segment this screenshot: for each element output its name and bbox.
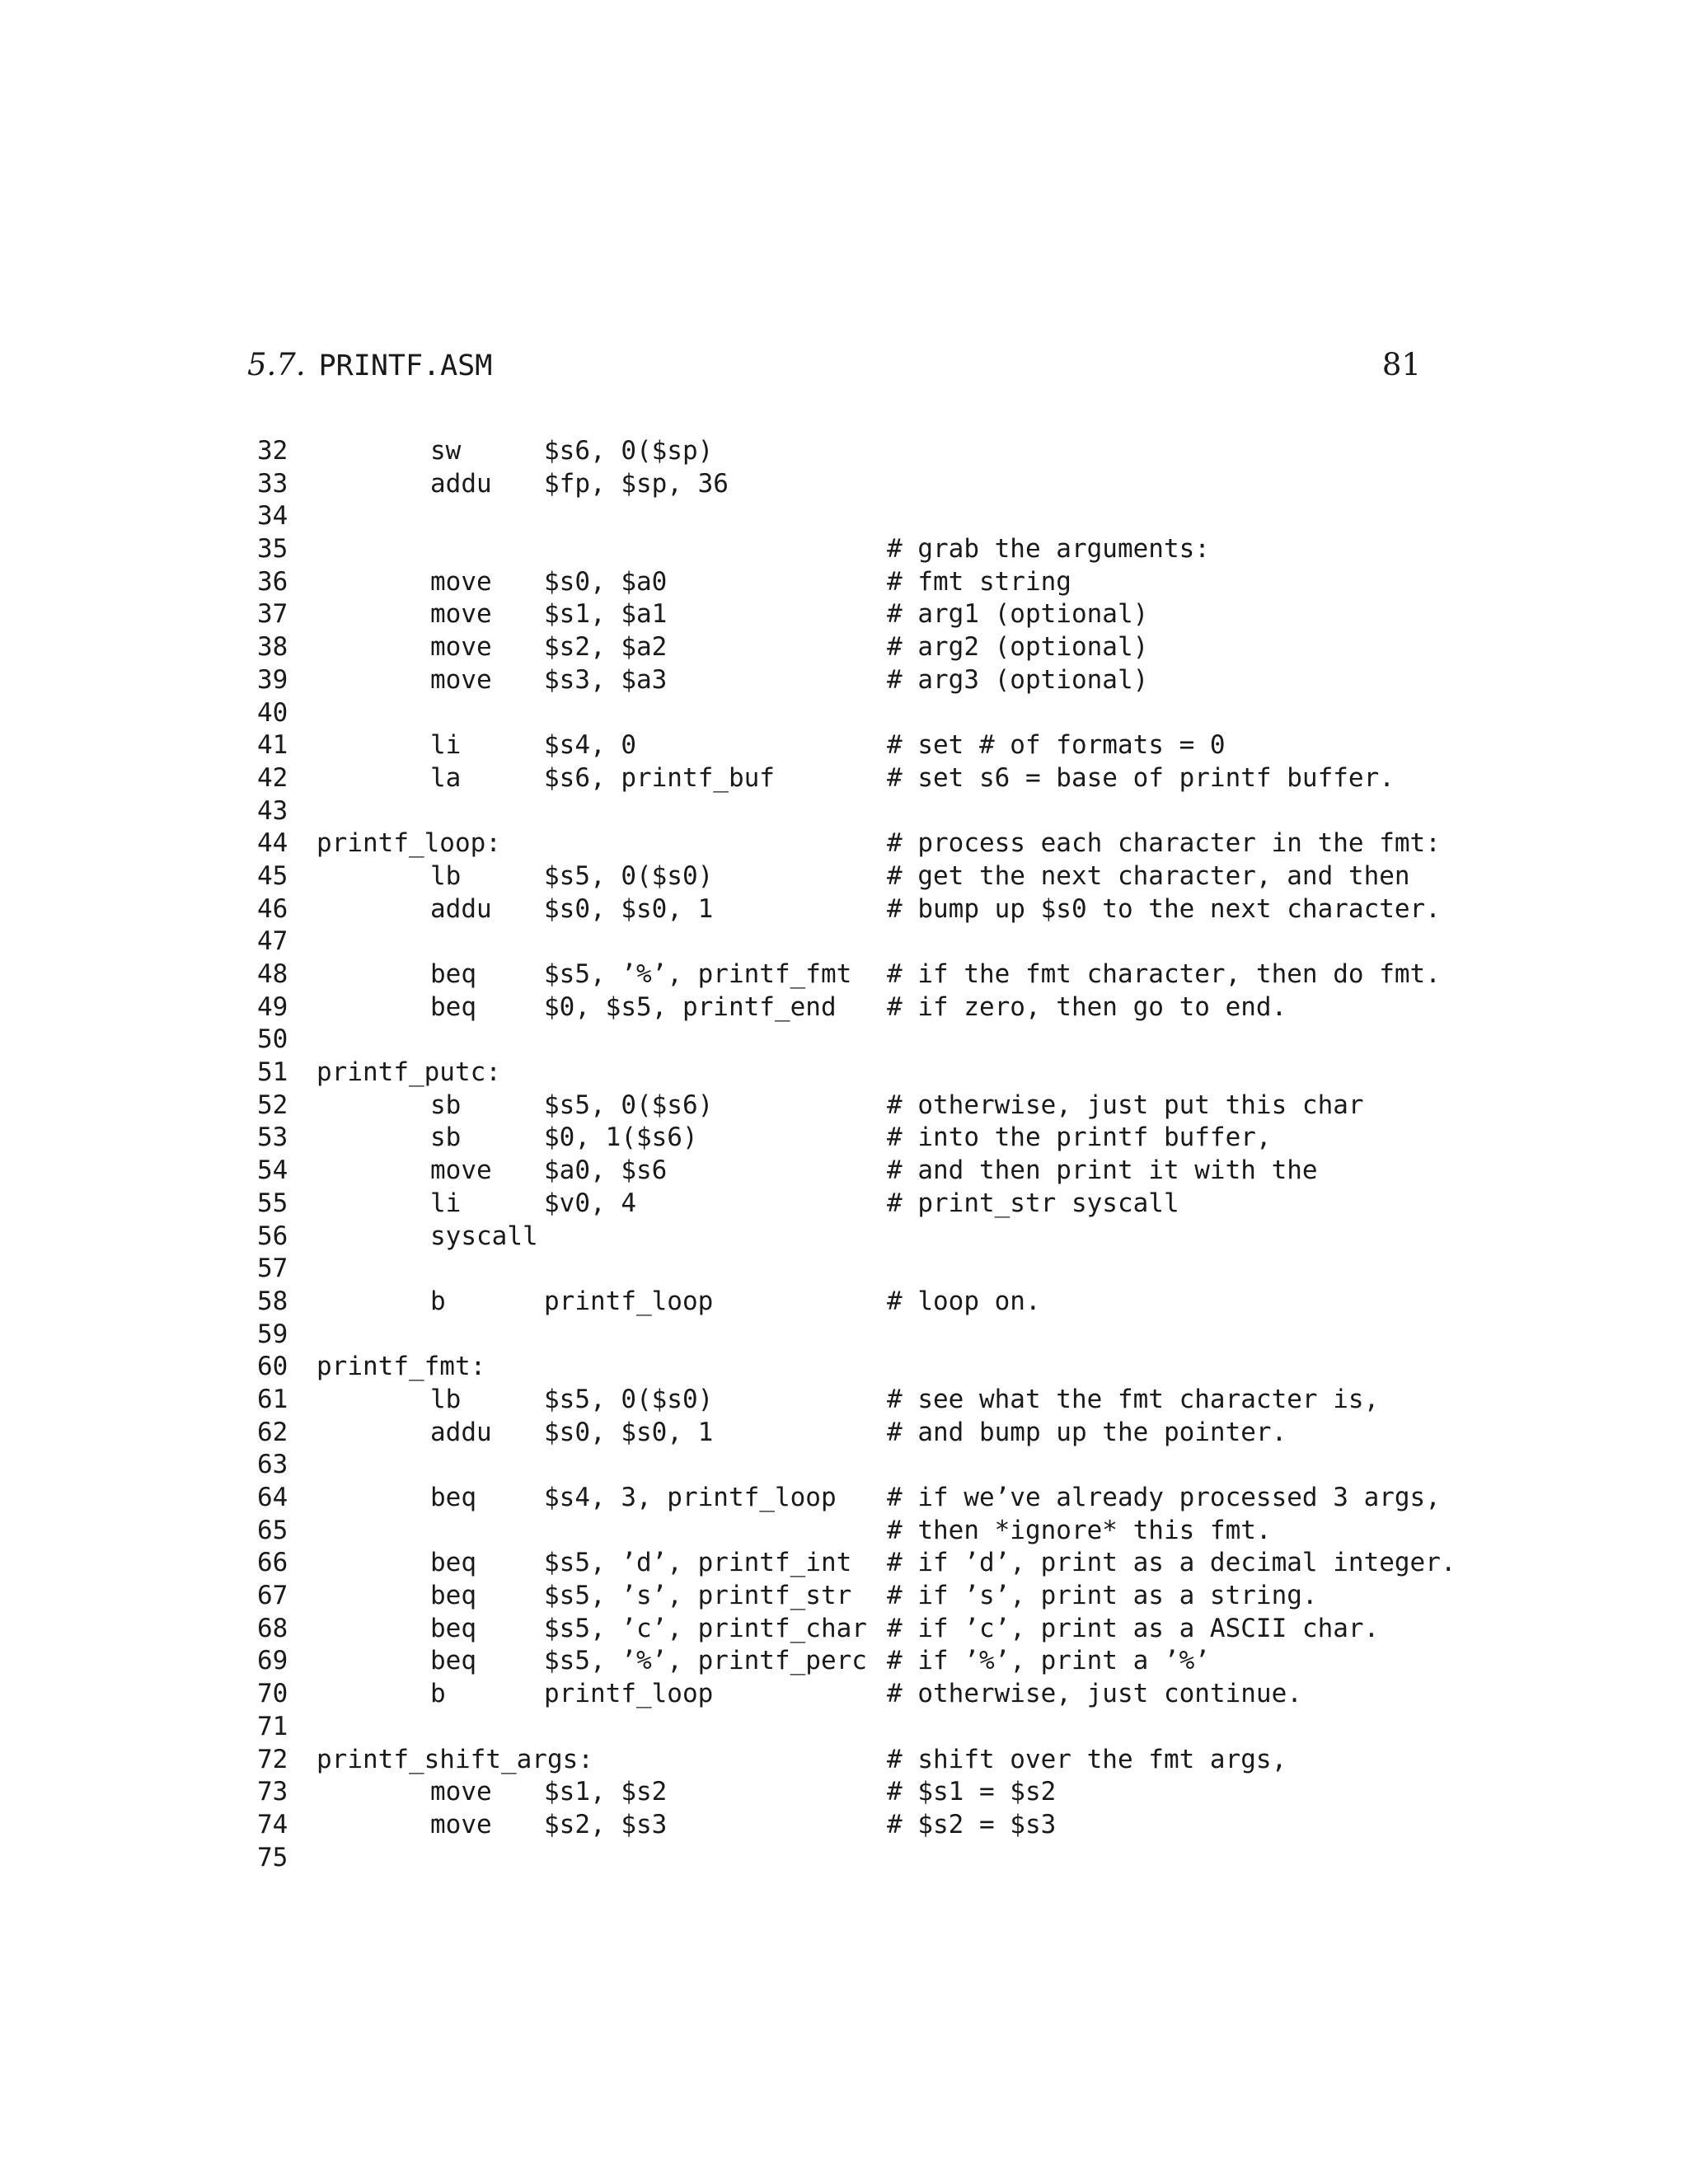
instruction-mnemonic: addu bbox=[430, 1417, 492, 1447]
instruction-operands: $s5, ’s’, printf_str bbox=[544, 1581, 852, 1611]
line-number: 68 bbox=[257, 1613, 288, 1643]
instruction-mnemonic: beq bbox=[430, 1581, 476, 1611]
code-comment: # grab the arguments: bbox=[887, 534, 1210, 565]
code-comment: # if the fmt character, then do fmt. bbox=[887, 959, 1441, 989]
code-line bbox=[247, 1645, 1434, 1678]
line-number: 62 bbox=[257, 1417, 288, 1447]
code-comment: # then *ignore* this fmt. bbox=[887, 1515, 1272, 1545]
code-label: printf_shift_args: bbox=[316, 1744, 593, 1774]
instruction-operands: $s5, ’d’, printf_int bbox=[544, 1548, 852, 1578]
instruction-mnemonic: li bbox=[430, 1188, 462, 1218]
line-number: 72 bbox=[257, 1744, 288, 1774]
code-line bbox=[247, 1482, 1441, 1515]
line-number: 57 bbox=[257, 1254, 288, 1284]
code-label: printf_loop: bbox=[316, 828, 501, 859]
code-comment: # shift over the fmt args, bbox=[887, 1744, 1287, 1774]
line-number: 75 bbox=[257, 1842, 288, 1872]
code-comment: # if zero, then go to end. bbox=[887, 991, 1287, 1022]
line-number: 46 bbox=[257, 893, 288, 924]
code-comment: # into the printf buffer, bbox=[887, 1122, 1272, 1153]
line-number: 66 bbox=[257, 1548, 288, 1578]
line-number: 74 bbox=[257, 1809, 288, 1840]
code-line bbox=[247, 1384, 1434, 1417]
code-line bbox=[247, 958, 1441, 991]
code-line bbox=[247, 1319, 1434, 1352]
instruction-mnemonic: move bbox=[430, 664, 492, 695]
line-number: 69 bbox=[257, 1646, 288, 1676]
instruction-operands: $v0, 4 bbox=[544, 1188, 636, 1218]
line-number: 61 bbox=[257, 1384, 288, 1414]
instruction-operands: $s6, printf_buf bbox=[544, 762, 775, 793]
code-line bbox=[247, 435, 1434, 468]
code-line bbox=[247, 1122, 1434, 1155]
code-label: printf_putc: bbox=[316, 1057, 501, 1088]
instruction-mnemonic: move bbox=[430, 1155, 492, 1186]
line-number: 51 bbox=[257, 1057, 288, 1088]
code-line bbox=[247, 1221, 1434, 1254]
code-line bbox=[247, 762, 1434, 795]
line-number: 67 bbox=[257, 1581, 288, 1611]
line-number: 38 bbox=[257, 632, 288, 663]
page-number: 81 bbox=[1381, 347, 1421, 382]
code-line bbox=[247, 631, 1434, 664]
instruction-mnemonic: beq bbox=[430, 1548, 476, 1578]
code-comment: # if ’s’, print as a string. bbox=[887, 1581, 1318, 1611]
line-number: 48 bbox=[257, 959, 288, 989]
code-comment: # otherwise, just put this char bbox=[887, 1090, 1364, 1120]
section-title: PRINTF.ASM bbox=[318, 349, 493, 382]
line-number: 36 bbox=[257, 566, 288, 597]
code-comment: # print_str syscall bbox=[887, 1188, 1179, 1218]
instruction-operands: $s5, 0($s6) bbox=[544, 1090, 714, 1120]
running-header bbox=[247, 344, 1421, 386]
line-number: 42 bbox=[257, 762, 288, 793]
code-line bbox=[247, 664, 1434, 697]
code-comment: # if we’ve already processed 3 args, bbox=[887, 1483, 1441, 1512]
code-line bbox=[247, 795, 1434, 828]
code-line bbox=[247, 1776, 1434, 1809]
instruction-mnemonic: sb bbox=[430, 1090, 462, 1120]
line-number: 73 bbox=[257, 1777, 288, 1807]
instruction-operands: $s1, $a1 bbox=[544, 599, 668, 630]
instruction-mnemonic: move bbox=[430, 1777, 492, 1807]
line-number: 71 bbox=[257, 1711, 288, 1741]
instruction-mnemonic: addu bbox=[430, 468, 492, 499]
line-number: 47 bbox=[257, 926, 288, 957]
code-line bbox=[247, 893, 1441, 926]
instruction-operands: $s2, $a2 bbox=[544, 632, 668, 663]
line-number: 40 bbox=[257, 697, 288, 728]
code-line bbox=[247, 1155, 1434, 1188]
code-line bbox=[247, 1286, 1434, 1319]
code-comment: # see what the fmt character is, bbox=[887, 1384, 1380, 1414]
code-line bbox=[247, 1580, 1434, 1613]
code-line bbox=[247, 991, 1434, 1024]
line-number: 65 bbox=[257, 1515, 288, 1545]
instruction-mnemonic: b bbox=[430, 1679, 446, 1709]
instruction-operands: $s0, $s0, 1 bbox=[544, 1417, 714, 1447]
code-line bbox=[247, 827, 1441, 860]
instruction-operands: $s5, ’%’, printf_fmt bbox=[544, 959, 852, 989]
instruction-mnemonic: move bbox=[430, 566, 492, 597]
code-comment: # process each character in the fmt: bbox=[887, 828, 1441, 859]
code-comment: # and then print it with the bbox=[887, 1155, 1318, 1186]
instruction-mnemonic: b bbox=[430, 1286, 446, 1316]
instruction-mnemonic: beq bbox=[430, 959, 476, 989]
code-line bbox=[247, 1678, 1434, 1711]
instruction-operands: $s5, ’c’, printf_char bbox=[544, 1613, 867, 1643]
line-number: 32 bbox=[257, 436, 288, 466]
line-number: 37 bbox=[257, 599, 288, 630]
code-line bbox=[247, 1515, 1434, 1548]
instruction-mnemonic: syscall bbox=[430, 1221, 538, 1251]
instruction-operands: $0, 1($s6) bbox=[544, 1122, 698, 1153]
line-number: 53 bbox=[257, 1122, 288, 1153]
line-number: 35 bbox=[257, 534, 288, 565]
instruction-mnemonic: li bbox=[430, 730, 462, 761]
line-number: 54 bbox=[257, 1155, 288, 1186]
code-comment: # and bump up the pointer. bbox=[887, 1417, 1287, 1447]
code-line bbox=[247, 1711, 1434, 1744]
code-line bbox=[247, 1547, 1456, 1580]
code-line bbox=[247, 1090, 1434, 1122]
code-line bbox=[247, 926, 1434, 958]
code-line bbox=[247, 500, 1434, 533]
code-line bbox=[247, 1417, 1434, 1450]
instruction-operands: $s1, $s2 bbox=[544, 1777, 668, 1807]
instruction-operands: $s3, $a3 bbox=[544, 664, 668, 695]
instruction-operands: $a0, $s6 bbox=[544, 1155, 668, 1186]
code-comment: # if ’c’, print as a ASCII char. bbox=[887, 1613, 1380, 1643]
instruction-mnemonic: lb bbox=[430, 1384, 462, 1414]
line-number: 44 bbox=[257, 828, 288, 859]
code-line bbox=[247, 1024, 1434, 1057]
line-number: 56 bbox=[257, 1221, 288, 1251]
instruction-operands: $s0, $s0, 1 bbox=[544, 893, 714, 924]
code-comment: # fmt string bbox=[887, 566, 1071, 597]
section-number: 5.7. bbox=[247, 347, 306, 382]
line-number: 43 bbox=[257, 795, 288, 826]
code-line bbox=[247, 468, 1434, 501]
code-line bbox=[247, 598, 1434, 631]
code-line bbox=[247, 729, 1434, 762]
code-line bbox=[247, 860, 1434, 893]
code-comment: # set s6 = base of printf buffer. bbox=[887, 762, 1395, 793]
line-number: 64 bbox=[257, 1483, 288, 1512]
code-comment: # if ’%’, print a ’%’ bbox=[887, 1646, 1210, 1676]
instruction-operands: $s5, 0($s0) bbox=[544, 860, 714, 891]
line-number: 33 bbox=[257, 468, 288, 499]
instruction-operands: $s2, $s3 bbox=[544, 1809, 668, 1840]
code-comment: # if ’d’, print as a decimal integer. bbox=[887, 1548, 1456, 1578]
code-comment: # arg2 (optional) bbox=[887, 632, 1149, 663]
line-number: 59 bbox=[257, 1319, 288, 1349]
line-number: 60 bbox=[257, 1352, 288, 1382]
instruction-operands: $0, $s5, printf_end bbox=[544, 991, 837, 1022]
code-comment: # get the next character, and then bbox=[887, 860, 1410, 891]
code-line bbox=[247, 533, 1434, 566]
code-label: printf_fmt: bbox=[316, 1352, 486, 1382]
instruction-mnemonic: move bbox=[430, 1809, 492, 1840]
line-number: 49 bbox=[257, 991, 288, 1022]
instruction-mnemonic: move bbox=[430, 599, 492, 630]
instruction-mnemonic: la bbox=[430, 762, 462, 793]
code-comment: # $s1 = $s2 bbox=[887, 1777, 1057, 1807]
instruction-mnemonic: lb bbox=[430, 860, 462, 891]
instruction-operands: $s0, $a0 bbox=[544, 566, 668, 597]
line-number: 58 bbox=[257, 1286, 288, 1316]
instruction-operands: $s6, 0($sp) bbox=[544, 436, 714, 466]
line-number: 63 bbox=[257, 1450, 288, 1480]
instruction-mnemonic: move bbox=[430, 632, 492, 663]
code-line bbox=[247, 566, 1434, 599]
code-line bbox=[247, 1253, 1434, 1286]
instruction-mnemonic: beq bbox=[430, 1646, 476, 1676]
code-comment: # loop on. bbox=[887, 1286, 1041, 1316]
line-number: 70 bbox=[257, 1679, 288, 1709]
instruction-operands: printf_loop bbox=[544, 1286, 714, 1316]
line-number: 52 bbox=[257, 1090, 288, 1120]
code-comment: # bump up $s0 to the next character. bbox=[887, 893, 1441, 924]
code-line bbox=[247, 1351, 1434, 1384]
instruction-mnemonic: sb bbox=[430, 1122, 462, 1153]
line-number: 55 bbox=[257, 1188, 288, 1218]
code-line bbox=[247, 1842, 1434, 1875]
instruction-mnemonic: sw bbox=[430, 436, 462, 466]
instruction-mnemonic: beq bbox=[430, 1483, 476, 1512]
line-number: 45 bbox=[257, 860, 288, 891]
instruction-operands: $s5, 0($s0) bbox=[544, 1384, 714, 1414]
code-comment: # set # of formats = 0 bbox=[887, 730, 1226, 761]
instruction-operands: $s4, 3, printf_loop bbox=[544, 1483, 837, 1512]
instruction-operands: printf_loop bbox=[544, 1679, 714, 1709]
code-comment: # arg3 (optional) bbox=[887, 664, 1149, 695]
code-line bbox=[247, 1188, 1434, 1221]
code-line bbox=[247, 697, 1434, 730]
code-line bbox=[247, 1449, 1434, 1482]
code-line bbox=[247, 1613, 1434, 1646]
line-number: 34 bbox=[257, 501, 288, 532]
code-line bbox=[247, 1744, 1434, 1777]
code-comment: # $s2 = $s3 bbox=[887, 1809, 1057, 1840]
instruction-mnemonic: beq bbox=[430, 991, 476, 1022]
code-line bbox=[247, 1809, 1434, 1842]
instruction-operands: $fp, $sp, 36 bbox=[544, 468, 729, 499]
instruction-mnemonic: addu bbox=[430, 893, 492, 924]
line-number: 50 bbox=[257, 1024, 288, 1055]
code-listing bbox=[247, 435, 1456, 1874]
code-line bbox=[247, 1057, 1434, 1090]
instruction-operands: $s5, ’%’, printf_perc bbox=[544, 1646, 867, 1676]
instruction-mnemonic: beq bbox=[430, 1613, 476, 1643]
instruction-operands: $s4, 0 bbox=[544, 730, 636, 761]
line-number: 41 bbox=[257, 730, 288, 761]
code-comment: # arg1 (optional) bbox=[887, 599, 1149, 630]
code-comment: # otherwise, just continue. bbox=[887, 1679, 1302, 1709]
line-number: 39 bbox=[257, 664, 288, 695]
